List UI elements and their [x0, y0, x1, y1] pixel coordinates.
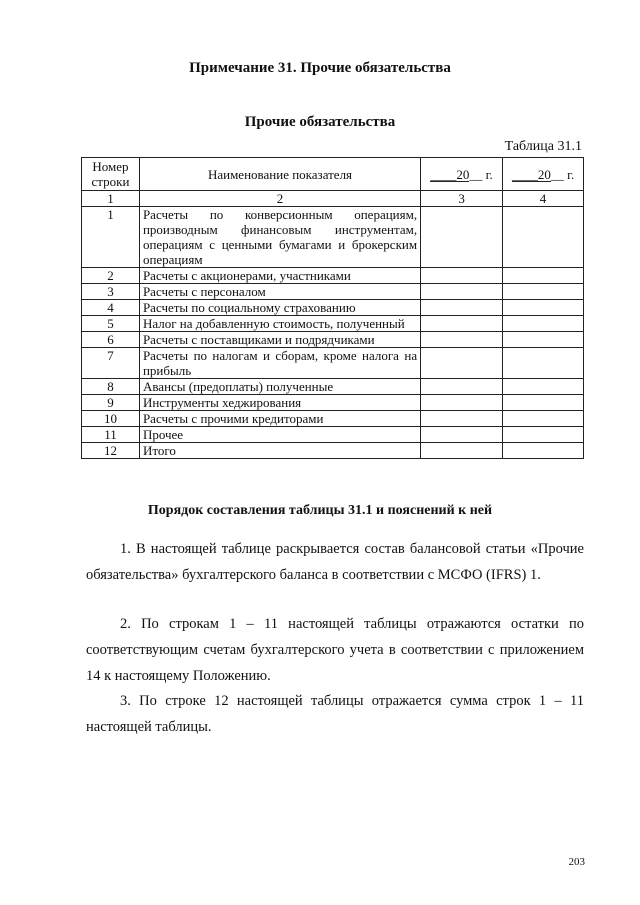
- row-name: Расчеты с прочими кредиторами: [139, 411, 420, 427]
- section-title: Порядок составления таблицы 31.1 и пояснений к ней: [147, 503, 493, 518]
- row-value-cell: [421, 268, 503, 284]
- row-name: Расчеты с акционерами, участниками: [139, 268, 420, 284]
- row-name: Прочее: [139, 427, 420, 443]
- row-value-cell: [503, 300, 584, 316]
- row-value-cell: [503, 284, 584, 300]
- table-row: [82, 427, 584, 443]
- table-row: [82, 207, 584, 268]
- row-value-cell: [421, 284, 503, 300]
- paragraph-3: 3. По строке 12 настоящей таблицы отражается сумма строк 1 – 11 настоящей таблицы.: [86, 693, 584, 735]
- page-number: 203: [568, 856, 585, 868]
- period-1-year: 20: [456, 166, 470, 182]
- row-value-cell: [421, 411, 503, 427]
- row-value-cell: [421, 395, 503, 411]
- row-number: 4: [82, 300, 140, 316]
- row-name: Расчеты по налогам и сборам, кроме налога на прибыль: [139, 348, 420, 379]
- row-value-cell: [421, 207, 503, 268]
- row-number: 9: [82, 395, 140, 411]
- row-name: Расчеты с персоналом: [139, 284, 420, 300]
- column-number: 3: [421, 191, 503, 207]
- table-row: [82, 395, 584, 411]
- period-2-prefix: ____: [511, 166, 538, 182]
- row-name: Инструменты хеджирования: [139, 395, 420, 411]
- table-row: [82, 316, 584, 332]
- column-number: 2: [139, 191, 420, 207]
- row-value-cell: [421, 332, 503, 348]
- note-title: Примечание 31. Прочие обязательства: [189, 60, 451, 76]
- row-value-cell: [421, 427, 503, 443]
- column-number: 1: [82, 191, 140, 207]
- table-title: Прочие обязательства: [244, 114, 396, 130]
- table-row: [82, 348, 584, 379]
- row-value-cell: [421, 300, 503, 316]
- row-number: 11: [82, 427, 140, 443]
- paragraph-1: 1. В настоящей таблице раскрывается состав балансовой статьи «Прочие обязательства» бухгалтерского баланса в соответствии с МСФО (IFRS) 1.: [86, 541, 584, 583]
- row-value-cell: [503, 332, 584, 348]
- row-value-cell: [421, 379, 503, 395]
- row-name: Расчеты с поставщиками и подрядчиками: [139, 332, 420, 348]
- table-row: [82, 332, 584, 348]
- period-1-blank: [430, 168, 469, 182]
- table-header-row: [82, 158, 584, 191]
- row-number: 2: [82, 268, 140, 284]
- row-name: Итого: [139, 443, 420, 459]
- row-value-cell: [503, 379, 584, 395]
- row-name: Расчеты по социальному страхованию: [139, 300, 420, 316]
- row-number: 12: [82, 443, 140, 459]
- table-row: [82, 284, 584, 300]
- row-number: 5: [82, 316, 140, 332]
- paragraph-2: 2. По строкам 1 – 11 настоящей таблицы отражаются остатки по соответствующим счетам бухгалтерского учета в соответствии с приложением 14 к настоящему Положению.: [86, 616, 584, 684]
- row-value-cell: [421, 348, 503, 379]
- row-value-cell: [421, 316, 503, 332]
- table-row: [82, 268, 584, 284]
- period-1-prefix: ____: [430, 166, 457, 182]
- header-indicator-name: Наименование показателя: [139, 158, 420, 191]
- row-value-cell: [503, 316, 584, 332]
- table-row: [82, 379, 584, 395]
- liabilities-table: [81, 157, 584, 459]
- table-row: [82, 443, 584, 459]
- row-value-cell: [421, 443, 503, 459]
- header-period-1: [421, 158, 503, 191]
- row-number: 10: [82, 411, 140, 427]
- header-row-number: Номер строки: [82, 158, 140, 191]
- row-value-cell: [503, 395, 584, 411]
- column-number-row: [82, 191, 584, 207]
- period-2-blank: [512, 168, 551, 182]
- header-period-2: [503, 158, 584, 191]
- row-value-cell: [503, 427, 584, 443]
- row-number: 7: [82, 348, 140, 379]
- row-value-cell: [503, 207, 584, 268]
- row-number: 6: [82, 332, 140, 348]
- table-number: Таблица 31.1: [504, 139, 582, 154]
- row-value-cell: [503, 443, 584, 459]
- column-number: 4: [503, 191, 584, 207]
- row-name: Налог на добавленную стоимость, полученный: [139, 316, 420, 332]
- row-value-cell: [503, 268, 584, 284]
- table-row: [82, 300, 584, 316]
- table-row: [82, 411, 584, 427]
- row-name: Авансы (предоплаты) полученные: [139, 379, 420, 395]
- row-number: 8: [82, 379, 140, 395]
- period-1-suffix: __ г.: [469, 166, 493, 182]
- period-2-year: 20: [537, 166, 551, 182]
- row-number: 3: [82, 284, 140, 300]
- period-2-suffix: __ г.: [550, 166, 575, 182]
- row-name: Расчеты по конверсионным операциям, производным финансовым инструментам, операциям с ценными бумагами и брокерским операциям: [139, 207, 420, 268]
- row-value-cell: [503, 348, 584, 379]
- row-number: 1: [82, 207, 140, 268]
- row-value-cell: [503, 411, 584, 427]
